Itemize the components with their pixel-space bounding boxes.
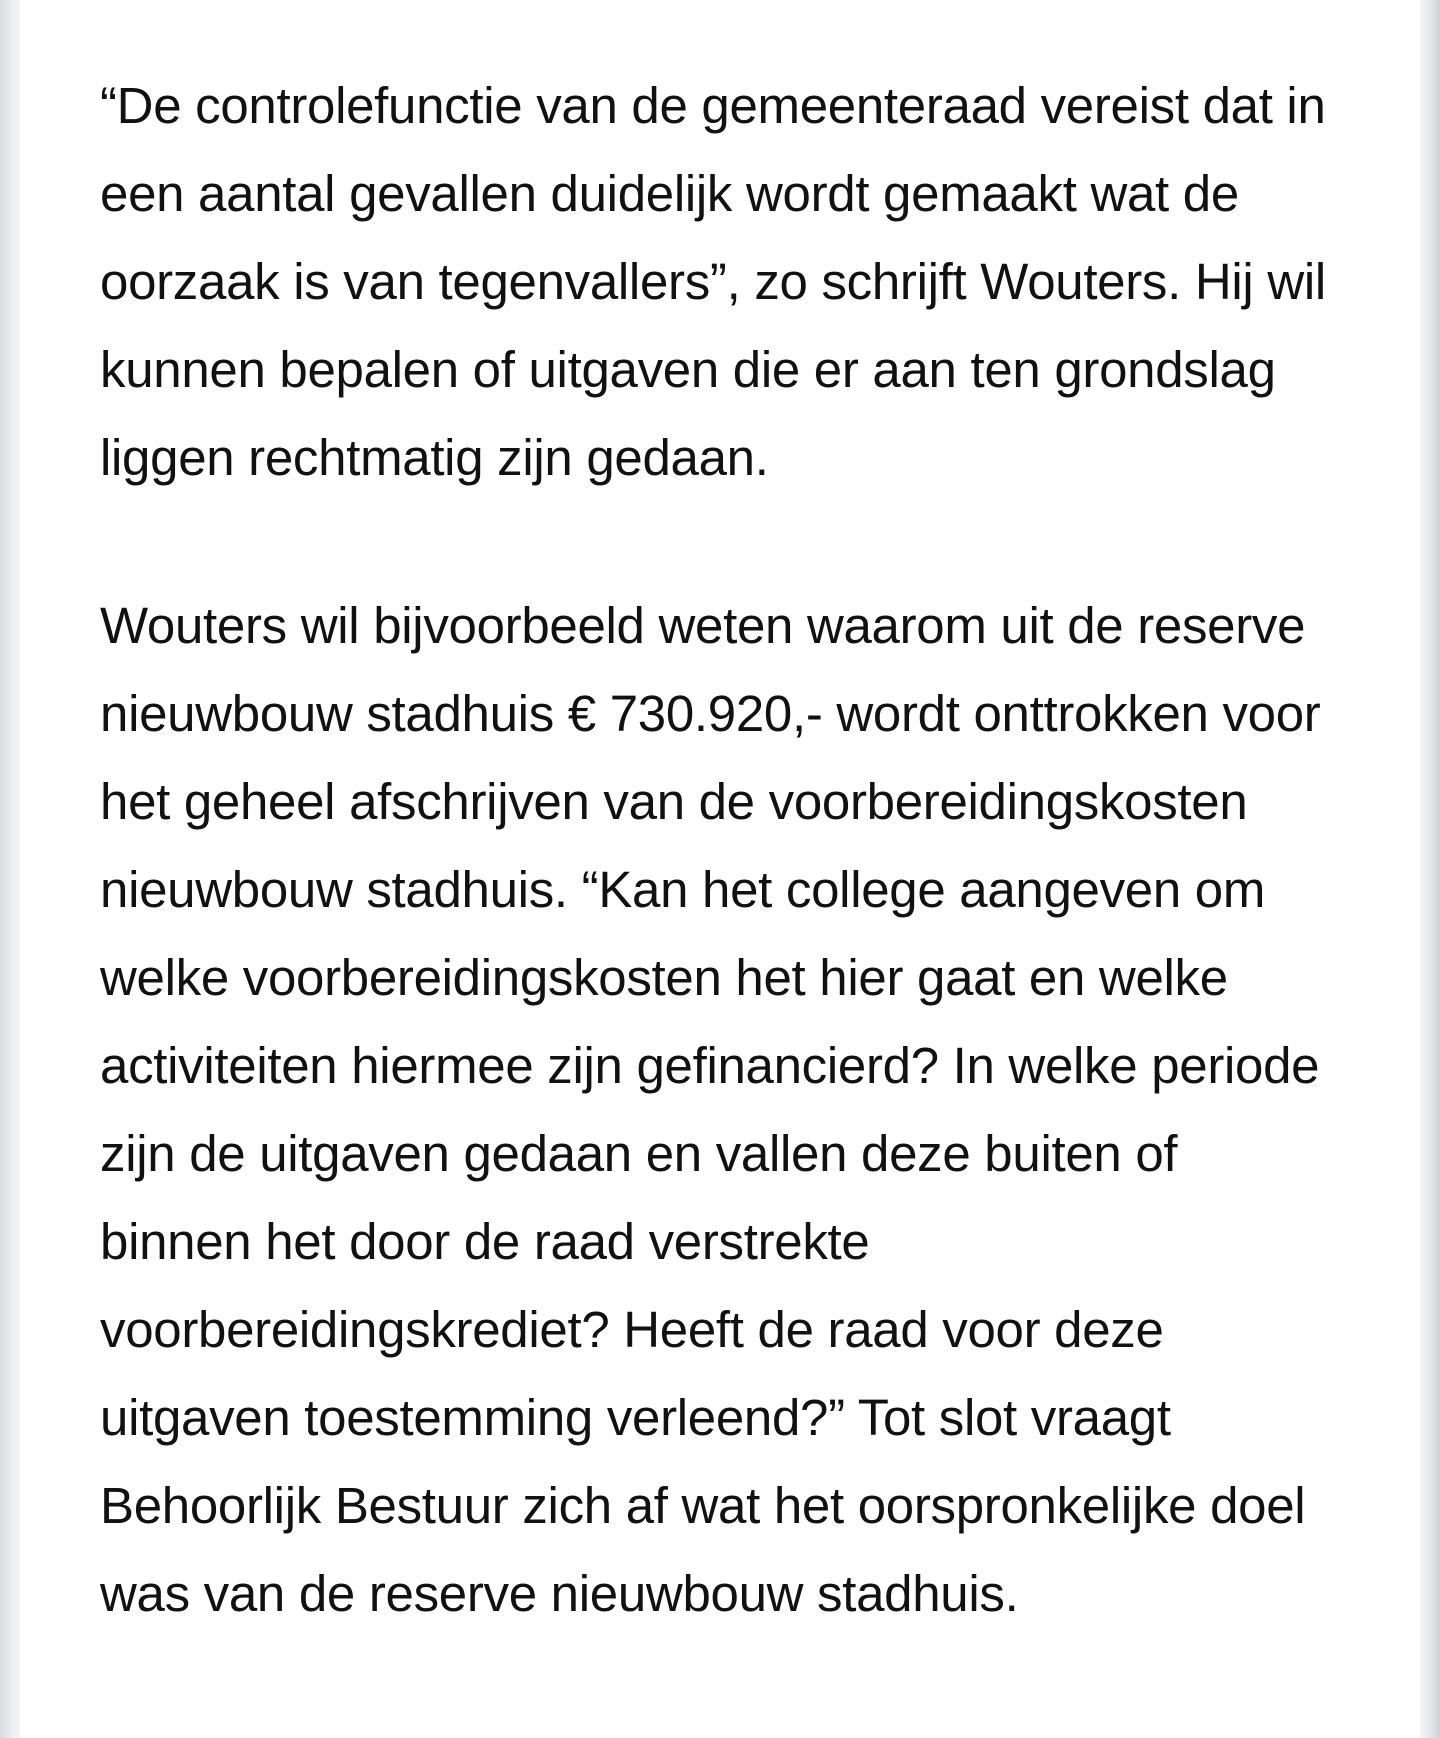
article-paragraph-2: Wouters wil bijvoorbeeld weten waarom uit de reserve nieuwbouw stadhuis € 730.920,- wordt onttrokken voor het geheel afschrijven van de voorbereidingskosten nieuwbouw stadhuis. “Kan het college aangeven om welke voorbereidingskosten het hier gaat en welke activiteiten hiermee zijn gefinancierd? In welke periode zijn de uitgaven gedaan en vallen deze buiten of binnen het door de raad verstrekte voorbereidingskrediet? Heeft de raad voor deze uitgaven toestemming verleend?” Tot slot vraagt Behoorlijk Bestuur zich af wat het oorspronkelijke doel was van de reserve nieuwbouw stadhuis. bbox=[100, 597, 1321, 1622]
article-paragraph-1: “De controlefunctie van de gemeenteraad vereist dat in een aantal gevallen duidelijk wordt gemaakt wat de oorzaak is van tegenvallers”, zo schrijft Wouters. Hij wil kunnen bepalen of uitgaven die er aan ten grondslag liggen rechtmatig zijn gedaan. bbox=[100, 77, 1326, 486]
article-body bbox=[20, 0, 1420, 1738]
